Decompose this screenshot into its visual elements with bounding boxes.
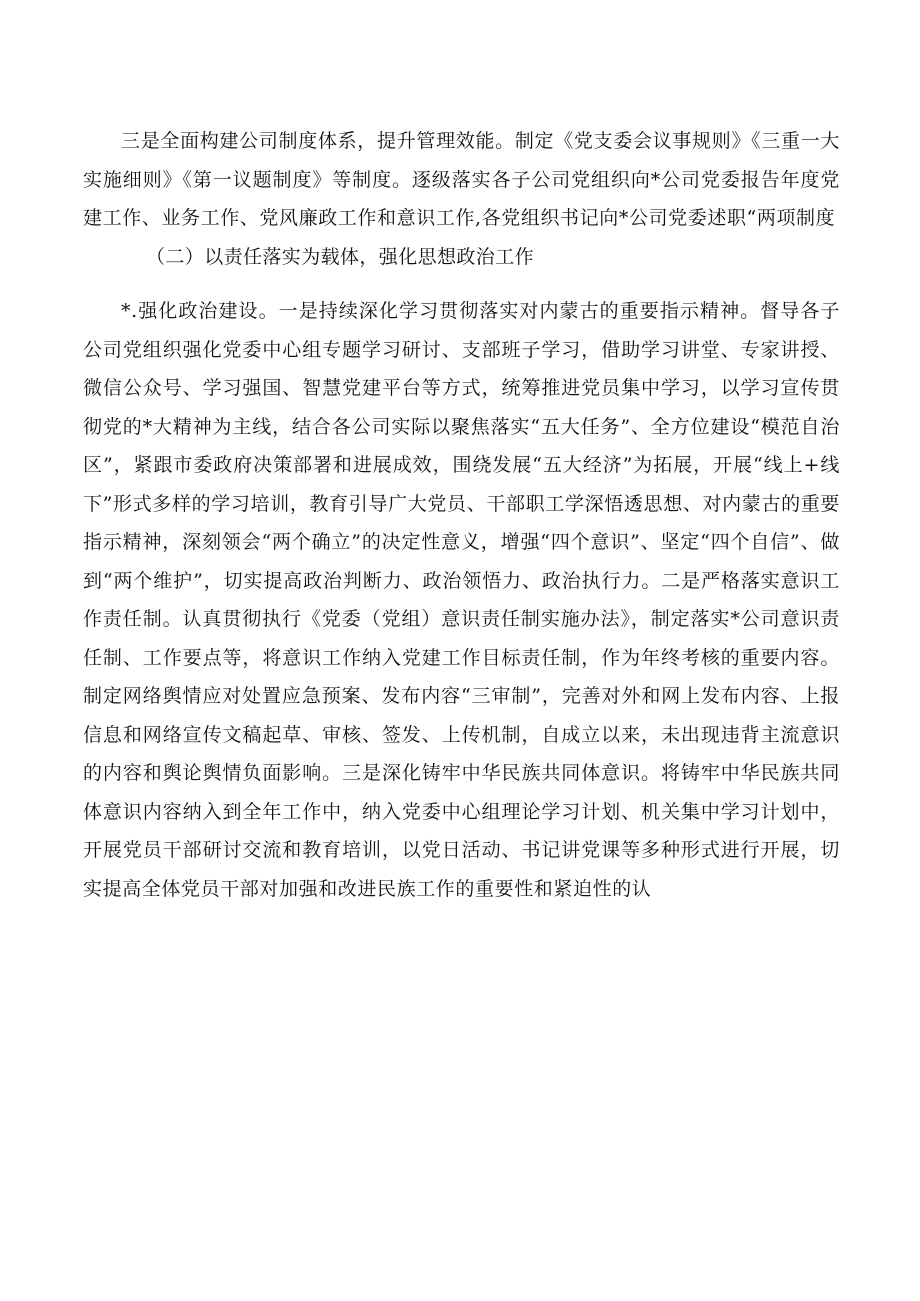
paragraph-institution-system: 三是全面构建公司制度体系，提升管理效能。制定《党支委会议事规则》《三重一大实施细则》《第一议题制度》等制度。逐级落实各子公司党组织向*公司党委报告年度党建工作、业务工作、党风廉政工作和意识工作,各党组织书记向*公司党委述职“两项制度 bbox=[83, 130, 840, 229]
document-body bbox=[83, 122, 840, 908]
section-heading: （二）以责任落实为载体，强化思想政治工作 bbox=[146, 245, 535, 268]
paragraph-political-construction: *.强化政治建设。一是持续深化学习贯彻落实对内蒙古的重要指示精神。督导各子公司党组织强化党委中心组专题学习研讨、支部班子学习，借助学习讲堂、专家讲授、微信公众号、学习强国、智慧党建平台等方式，统筹推进党员集中学习，以学习宣传贯彻党的*大精神为主线，结合各公司实际以聚焦落实“五大任务”、全方位建设“模范自治区”，紧跟市委政府决策部署和进展成效，围绕发展“五大经济”为拓展，开展“线上+线下”形式多样的学习培训，教育引导广大党员、干部职工学深悟透思想、对内蒙古的重要指示精神，深刻领会“两个确立”的决定性意义，增强“四个意识”、坚定“四个自信”、做到“两个维护”，切实提高政治判断力、政治领悟力、政治执行力。二是严格落实意识工作责任制。认真贯彻执行《党委（党组）意识责任制实施办法》，制定落实*公司意识责任制、工作要点等，将意识工作纳入党建工作目标责任制，作为年终考核的重要内容。制定网络舆情应对处置应急预案、发布内容“三审制”，完善对外和网上发布内容、上报信息和网络宣传文稿起草、审核、签发、上传机制，自成立以来，未出现违背主流意识的内容和舆论舆情负面影响。三是深化铸牢中华民族共同体意识。将铸牢中华民族共同体意识内容纳入到全年工作中，纳入党委中心组理论学习计划、机关集中学习计划中，开展党员干部研讨交流和教育培训，以党日活动、书记讲党课等多种形式进行开展，切实提高全体党员干部对加强和改进民族工作的重要性和紧迫性的认 bbox=[83, 300, 840, 900]
